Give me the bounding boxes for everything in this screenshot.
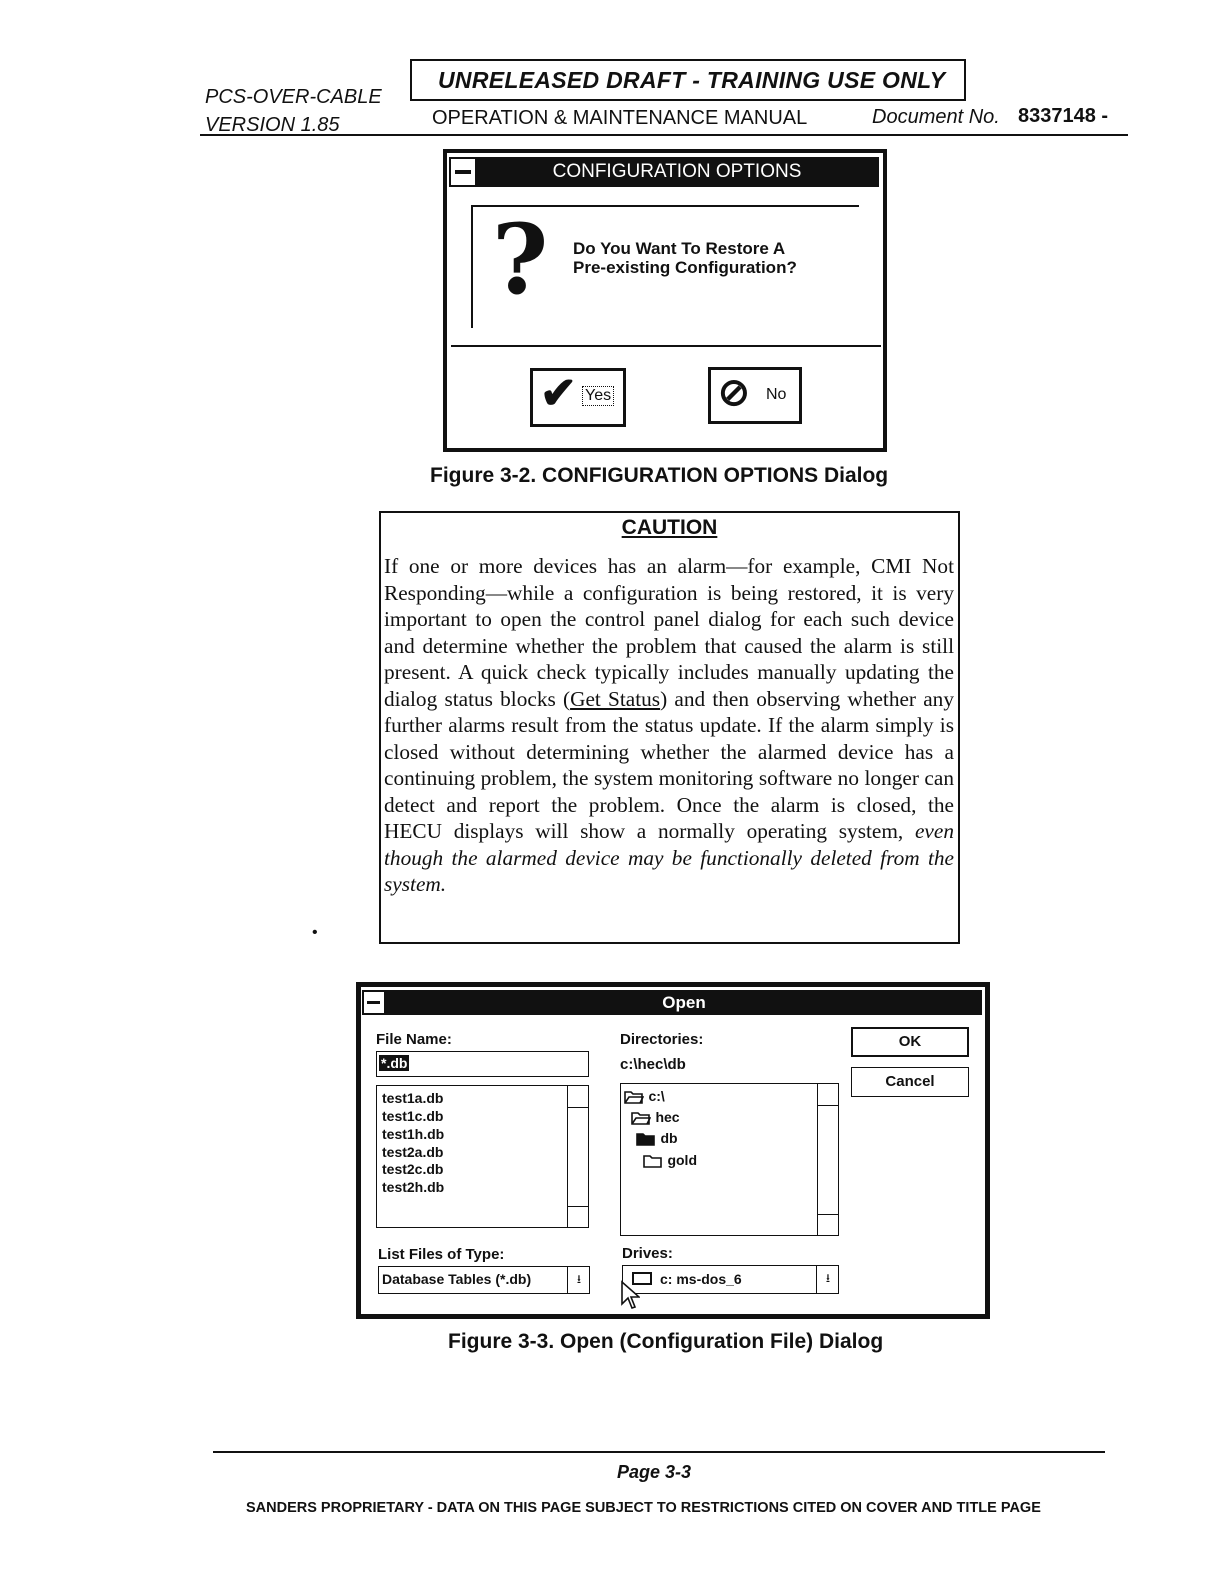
list-item[interactable]: test1h.db [382, 1126, 445, 1142]
open-dialog-title: Open [662, 993, 706, 1012]
list-item[interactable]: test2c.db [382, 1161, 444, 1177]
open-folder-icon [624, 1089, 644, 1105]
product-name: PCS-OVER-CABLE [205, 86, 382, 108]
no-button-label: No [766, 386, 787, 403]
draft-notice: UNRELEASED DRAFT - TRAINING USE ONLY [438, 67, 946, 93]
list-item[interactable]: test1c.db [382, 1108, 444, 1124]
scroll-up-arrow[interactable] [567, 1107, 589, 1108]
cancel-button[interactable]: Cancel [851, 1067, 969, 1097]
list-item[interactable]: test1a.db [382, 1090, 444, 1106]
footer-rule [213, 1451, 1105, 1453]
header-rule [200, 134, 1128, 136]
product-version: VERSION 1.85 [205, 114, 340, 136]
directory-item-root[interactable] [624, 1088, 665, 1106]
get-status-reference: Get Status [570, 686, 661, 711]
file-name-label: File Name: [376, 1031, 452, 1048]
directory-name: db [660, 1130, 678, 1146]
question-icon: ? [492, 203, 549, 316]
scroll-down-arrow[interactable] [817, 1214, 839, 1215]
file-type-label: List Files of Type: [378, 1246, 505, 1263]
mouse-pointer-icon [620, 1280, 640, 1310]
directory-name: gold [667, 1152, 697, 1168]
current-directory-path: c:\hec\db [620, 1056, 686, 1073]
dialog-message-line1: Do You Want To Restore A [573, 239, 786, 258]
open-folder-icon [631, 1110, 651, 1126]
dialog-message-line2: Pre-existing Configuration? [573, 258, 797, 277]
document-label: Document No. [872, 106, 1000, 128]
directory-name: hec [655, 1109, 680, 1125]
caution-text [384, 553, 954, 898]
system-menu-icon [367, 1001, 380, 1004]
drives-label: Drives: [622, 1245, 673, 1262]
directory-item-db[interactable] [636, 1130, 678, 1148]
list-item[interactable]: test2h.db [382, 1179, 445, 1195]
prohibited-icon: ⊘ [718, 372, 750, 414]
dropdown-arrow-icon[interactable]: ⭳ [816, 1265, 839, 1294]
file-name-value: *.db [381, 1055, 408, 1071]
system-menu-icon [455, 170, 471, 174]
caution-text-part1: If one or more devices has an alarm—for example, CMI Not Responding—while a configuration is being restored, it is very important to open the control panel dialog for each such device and determine whether the problem that caused the alarm is still present. A quick check typically includes manually updating the dialog status blocks ( [384, 554, 954, 711]
bullet-mark: • [312, 924, 318, 941]
document-number: 8337148 - [1018, 105, 1109, 127]
caution-text-part2: ) and then observing whether any further alarms result from the status update. If the alarm simply is closed without determining whether the alarmed device has a continuing problem, the system monitoring software no longer can detect and report the problem. Once the alarm is closed, the HECU displays will show a normally operating system, [384, 686, 954, 843]
proprietary-notice: SANDERS PROPRIETARY - DATA ON THIS PAGE SUBJECT TO RESTRICTIONS CITED ON COVER AND TITLE PAGE [246, 1500, 1041, 1516]
ok-button[interactable]: OK [851, 1027, 969, 1057]
manual-title: OPERATION & MAINTENANCE MANUAL [432, 107, 808, 129]
dialog-separator [451, 345, 881, 347]
directory-name: c:\ [648, 1088, 665, 1104]
figure-caption: Figure 3-3. Open (Configuration File) Dialog [448, 1330, 884, 1353]
yes-button-label: Yes [582, 386, 614, 406]
directories-label: Directories: [620, 1031, 704, 1048]
dropdown-arrow-icon[interactable]: ⭳ [567, 1266, 590, 1294]
figure-caption: Figure 3-2. CONFIGURATION OPTIONS Dialog [430, 464, 889, 487]
list-item[interactable]: test2a.db [382, 1144, 444, 1160]
scroll-up-arrow[interactable] [817, 1105, 839, 1106]
closed-folder-icon [643, 1153, 663, 1169]
checkmark-icon: ✔ [540, 369, 577, 418]
directory-item-hec[interactable] [631, 1109, 680, 1127]
scroll-down-arrow[interactable] [567, 1206, 589, 1207]
drive-value: c: ms-dos_6 [660, 1271, 742, 1287]
dialog-title: CONFIGURATION OPTIONS [552, 161, 802, 182]
page-number: Page 3-3 [617, 1462, 692, 1482]
message-frame-left [471, 205, 473, 328]
open-folder-filled-icon [636, 1131, 656, 1147]
caution-title: CAUTION [621, 516, 718, 539]
file-type-value: Database Tables (*.db) [382, 1271, 532, 1287]
directory-item-gold[interactable] [643, 1152, 697, 1170]
caution-text-italic: even though the alarmed device may be functionally deleted from the system. [384, 819, 954, 896]
